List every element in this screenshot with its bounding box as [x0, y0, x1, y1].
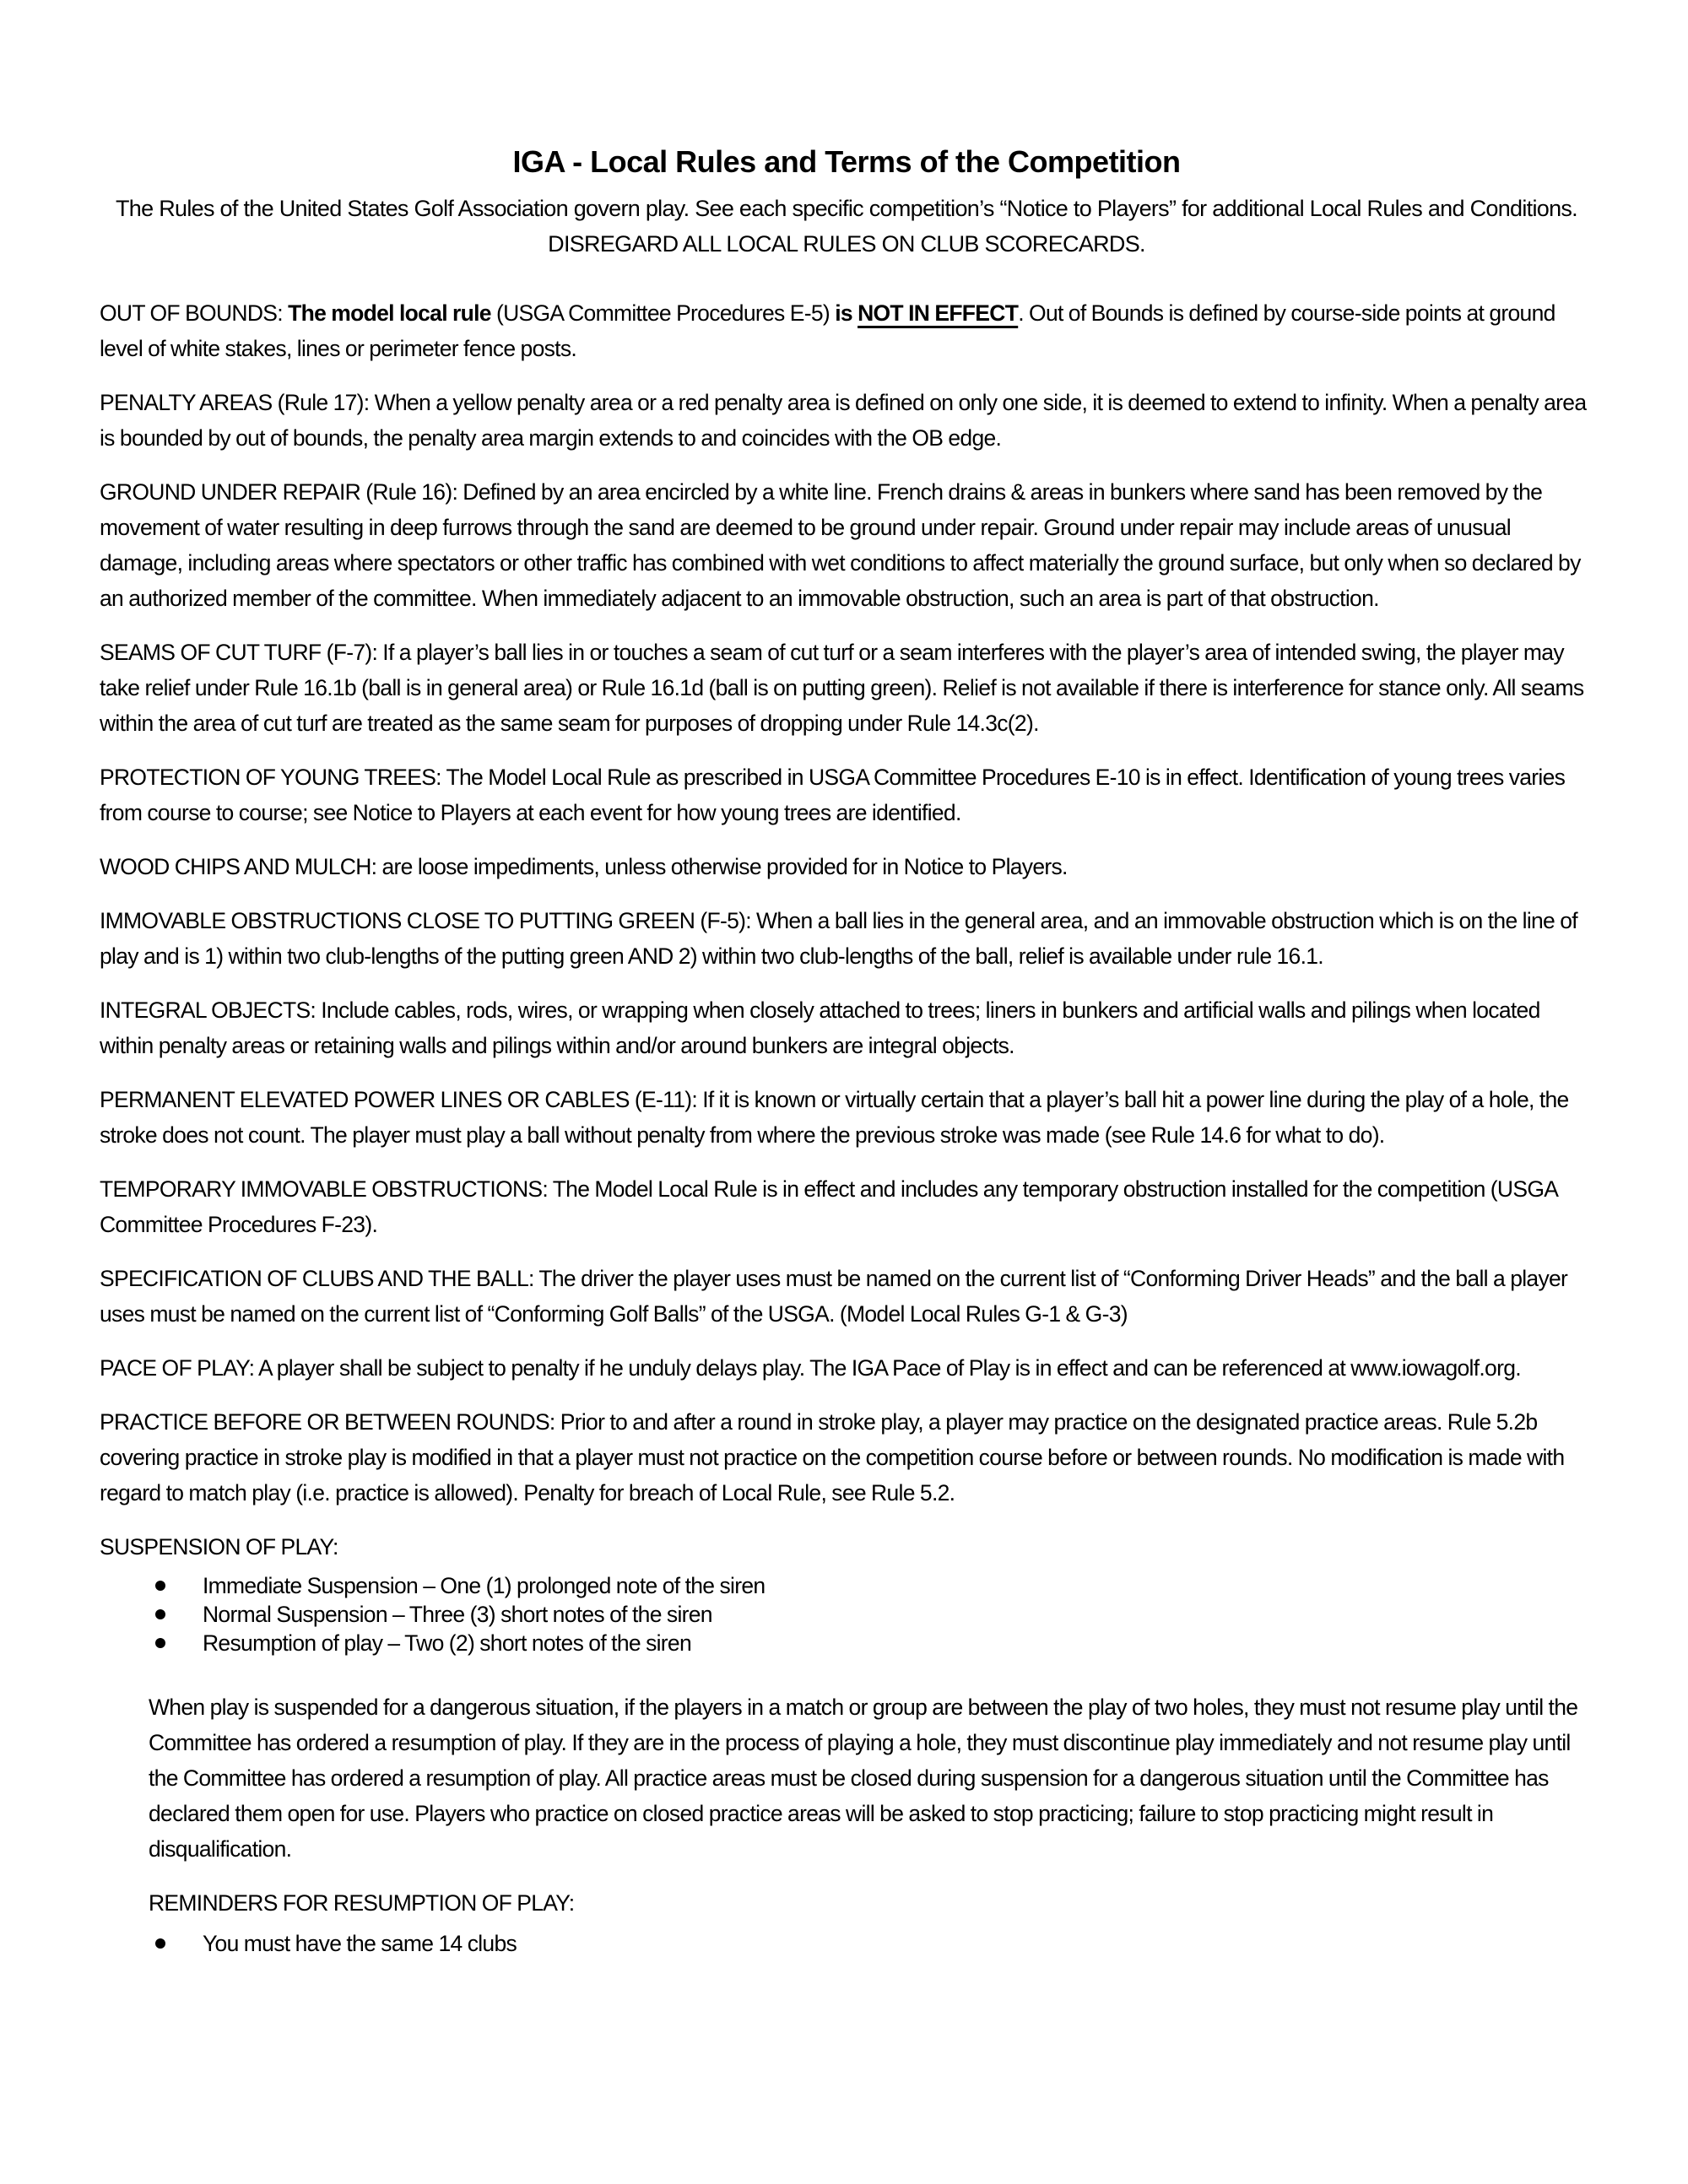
paragraph-ground-under-repair: GROUND UNDER REPAIR (Rule 16): Defined by an area encircled by a white line. French drains & areas in bunkers where sand has been removed by the movement of water resulting in deep furrows through the sand are deemed to be ground under repair. Ground under repair may include areas of unusual damage, including areas where spectators or other traffic has combined with wet conditions to affect materially the ground surface, but only when so declared by an authorized member of the committee. When immediately adjacent to an immovable obstruction, such an area is part of that obstruction.	[100, 479, 1581, 611]
paragraph-wood-chips-and-mulch: WOOD CHIPS AND MULCH: are loose impediments, unless otherwise provided for in Notice to Players.	[100, 854, 1068, 879]
paragraph-permanent-power-lines: PERMANENT ELEVATED POWER LINES OR CABLES (E-11): If it is known or virtually certain that a player’s ball hit a power line during the play of a hole, the stroke does not count. The player must play a ball without penalty from where the previous stroke was made (see Rule 14.6 for what to do).	[100, 1087, 1569, 1148]
paragraph-practice-before-between-rounds: PRACTICE BEFORE OR BETWEEN ROUNDS: Prior to and after a round in stroke play, a player may practice on the designated practice areas. Rule 5.2b covering practice in stroke play is modified in that a player must not practice on the competition course before or between rounds. No modification is made with regard to match play (i.e. practice is allowed). Penalty for breach of Local Rule, see Rule 5.2.	[100, 1409, 1565, 1506]
bullet-icon	[155, 1609, 165, 1619]
bullet-icon	[155, 1938, 165, 1949]
paragraph-suspension-body: When play is suspended for a dangerous situation, if the players in a match or group are between the play of two holes, they must not resume play until the Committee has ordered a resumption of play. If they are in the process of playing a hole, they must discontinue play immediately and not resume play until the Committee has ordered a resumption of play. All practice areas must be closed during suspension for a dangerous situation until the Committee has declared them open for use. Players who practice on closed practice areas will be asked to stop practicing; failure to stop practicing might result in disqualification.	[149, 1695, 1578, 1862]
text-segment-bold-underline: NOT IN EFFECT	[858, 300, 1019, 326]
paragraph-immovable-obstructions: IMMOVABLE OBSTRUCTIONS CLOSE TO PUTTING GREEN (F-5): When a ball lies in the general area, and an immovable obstruction which is on the line of play and is 1) within two club-lengths of the putting green AND 2) within two club-lengths of the ball, relief is available under rule 16.1.	[100, 908, 1577, 969]
bullet-icon	[155, 1581, 165, 1591]
bullet-icon	[155, 1638, 165, 1648]
paragraph-integral-objects: INTEGRAL OBJECTS: Include cables, rods, wires, or wrapping when closely attached to trees; liners in bunkers and artificial walls and pilings when located within penalty areas or retaining walls and pilings within and/or around bunkers are integral objects.	[100, 997, 1540, 1058]
paragraph-protection-of-young-trees: PROTECTION OF YOUNG TREES: The Model Local Rule as prescribed in USGA Committee Procedures E-10 is in effect. Identification of young trees varies from course to course; see Notice to Players at each event for how young trees are identified.	[100, 765, 1566, 825]
suspension-of-play-header: SUSPENSION OF PLAY:	[100, 1534, 338, 1560]
paragraph-pace-of-play: PACE OF PLAY: A player shall be subject to penalty if he unduly delays play. The IGA Pace of Play is in effect and can be referenced at www.iowagolf.org.	[100, 1355, 1521, 1381]
text-segment: . Out of Bounds is defined by course-side points at ground level of white stakes, lines or perimeter fence posts.	[100, 300, 1555, 361]
bullet-text: Immediate Suspension – One (1) prolonged note of the siren	[203, 1573, 766, 1598]
bullet-text: Normal Suspension – Three (3) short notes of the siren	[203, 1602, 712, 1627]
reminders-list	[149, 1929, 1593, 1958]
paragraph-out-of-bounds	[100, 295, 1593, 366]
suspension-list	[100, 1571, 1593, 1657]
list-item	[100, 1571, 1593, 1600]
page-title: IGA - Local Rules and Terms of the Competition	[512, 144, 1181, 179]
paragraph-penalty-areas: PENALTY AREAS (Rule 17): When a yellow penalty area or a red penalty area is defined on only one side, it is deemed to extend to infinity. When a penalty area is bounded by out of bounds, the penalty area margin extends to and coincides with the OB edge.	[100, 390, 1587, 451]
disregard-note: DISREGARD ALL LOCAL RULES ON CLUB SCORECARDS.	[548, 231, 1145, 257]
bullet-text: You must have the same 14 clubs	[203, 1931, 517, 1956]
bullet-text: Resumption of play – Two (2) short notes of the siren	[203, 1630, 692, 1656]
reminders-header: REMINDERS FOR RESUMPTION OF PLAY:	[149, 1890, 575, 1916]
subtitle: The Rules of the United States Golf Association govern play. See each specific competition’s “Notice to Players” for additional Local Rules and Conditions.	[116, 196, 1577, 221]
list-item	[149, 1929, 1593, 1958]
text-segment-bold: is	[835, 300, 858, 326]
text-segment: (USGA Committee Procedures E-5)	[495, 300, 836, 326]
text-segment: OUT OF BOUNDS:	[100, 300, 289, 326]
paragraph-temporary-immovable-obstructions: TEMPORARY IMMOVABLE OBSTRUCTIONS: The Model Local Rule is in effect and includes any temporary obstruction installed for the competition (USGA Committee Procedures F-23).	[100, 1176, 1557, 1237]
paragraph-seams-of-cut-turf: SEAMS OF CUT TURF (F-7): If a player’s ball lies in or touches a seam of cut turf or a seam interferes with the player’s area of intended swing, the player may take relief under Rule 16.1b (ball is in general area) or Rule 16.1d (ball is on putting green). Relief is not available if there is interference for stance only. All seams within the area of cut turf are treated as the same seam for purposes of dropping under Rule 14.3c(2).	[100, 640, 1584, 736]
list-item	[100, 1600, 1593, 1629]
text-segment-bold: The model local rule	[288, 300, 496, 326]
paragraph-specification-of-clubs-and-ball: SPECIFICATION OF CLUBS AND THE BALL: The driver the player uses must be named on the current list of “Conforming Driver Heads” and the ball a player uses must be named on the current list of “Conforming Golf Balls” of the USGA. (Model Local Rules G-1 & G-3)	[100, 1266, 1568, 1327]
list-item	[100, 1629, 1593, 1657]
